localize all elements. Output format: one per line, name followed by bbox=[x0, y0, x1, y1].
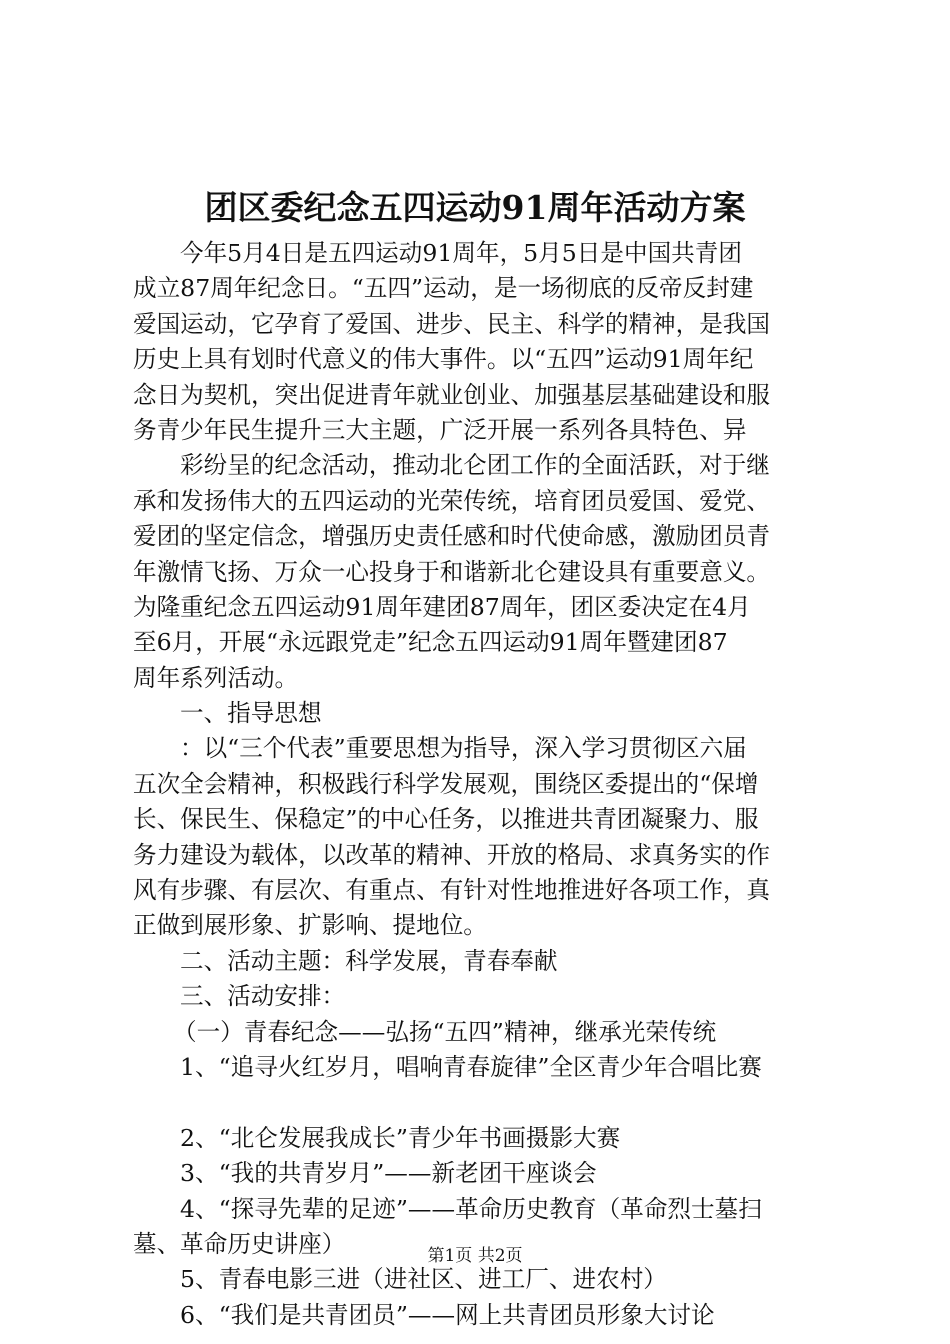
list-item: 3、“我的共青岁月”——新老团干座谈会 bbox=[180, 1159, 597, 1188]
list-item-continuation: 墓、革命历史讲座） bbox=[133, 1229, 346, 1258]
section-heading: 三、活动安排： bbox=[180, 982, 346, 1011]
body-line: 爱国运动，它孕育了爱国、进步、民主、科学的精神，是我国 bbox=[133, 309, 771, 338]
list-item: 4、“探寻先辈的足迹”——革命历史教育（革命烈士墓扫 bbox=[180, 1194, 762, 1223]
section-heading: 二、活动主题：科学发展，青春奉献 bbox=[180, 946, 558, 975]
document-body bbox=[133, 236, 833, 1333]
body-line: 彩纷呈的纪念活动，推动北仑团工作的全面活跃，对于继 bbox=[180, 451, 770, 480]
document-title: 团区委纪念五四运动91周年活动方案 bbox=[204, 188, 746, 227]
body-line: 承和发扬伟大的五四运动的光荣传统，培育团员爱国、爱党、 bbox=[133, 486, 771, 515]
body-line: 风有步骤、有层次、有重点、有针对性地推进好各项工作，真 bbox=[133, 876, 771, 905]
body-line: 正做到展形象、扩影响、提地位。 bbox=[133, 911, 487, 940]
body-line: 五次全会精神，积极践行科学发展观，围绕区委提出的“保增 bbox=[133, 769, 759, 798]
body-line: 爱团的坚定信念，增强历史责任感和时代使命感，激励团员青 bbox=[133, 522, 771, 551]
list-item: 5、青春电影三进（进社区、进工厂、进农村） bbox=[180, 1265, 667, 1294]
body-line: 成立87周年纪念日。“五四”运动，是一场彻底的反帝反封建 bbox=[133, 274, 754, 303]
body-line: 周年系列活动。 bbox=[133, 663, 299, 692]
body-line: 今年5月4日是五四运动91周年，5月5日是中国共青团 bbox=[180, 239, 742, 267]
body-line: ：以“三个代表”重要思想为指导，深入学习贯彻区六届 bbox=[180, 734, 747, 763]
body-line: 为隆重纪念五四运动91周年建团87周年，团区委决定在4月 bbox=[133, 592, 751, 621]
body-line: 历史上具有划时代意义的伟大事件。以“五四”运动91周年纪 bbox=[133, 345, 754, 374]
body-line: 年激情飞扬、万众一心投身于和谐新北仑建设具有重要意义。 bbox=[133, 557, 771, 586]
body-line: 务青少年民生提升三大主题，广泛开展一系列各具特色、异 bbox=[133, 415, 747, 444]
section-heading: 一、指导思想 bbox=[180, 699, 322, 728]
list-item: 1、“追寻火红岁月，唱响青春旋律”全区青少年合唱比赛 bbox=[180, 1052, 762, 1081]
body-line: 念日为契机，突出促进青年就业创业、加强基层基础建设和服 bbox=[133, 380, 771, 409]
body-line: 长、保民生、保稳定”的中心任务，以推进共青团凝聚力、服 bbox=[133, 805, 759, 834]
blank-line bbox=[133, 1085, 833, 1120]
list-item: 2、“北仑发展我成长”青少年书画摄影大赛 bbox=[180, 1123, 621, 1152]
list-item: 6、“我们是共青团员”——网上共青团员形象大讨论 bbox=[180, 1300, 715, 1329]
body-line: 务力建设为载体，以改革的精神、开放的格局、求真务实的作 bbox=[133, 840, 771, 869]
subsection-heading: （一）青春纪念——弘扬“五四”精神，继承光荣传统 bbox=[173, 1017, 717, 1046]
body-line: 至6月，开展“永远跟党走”纪念五四运动91周年暨建团87 bbox=[133, 628, 728, 657]
page-number: 第1页 共2页 bbox=[427, 1246, 523, 1266]
